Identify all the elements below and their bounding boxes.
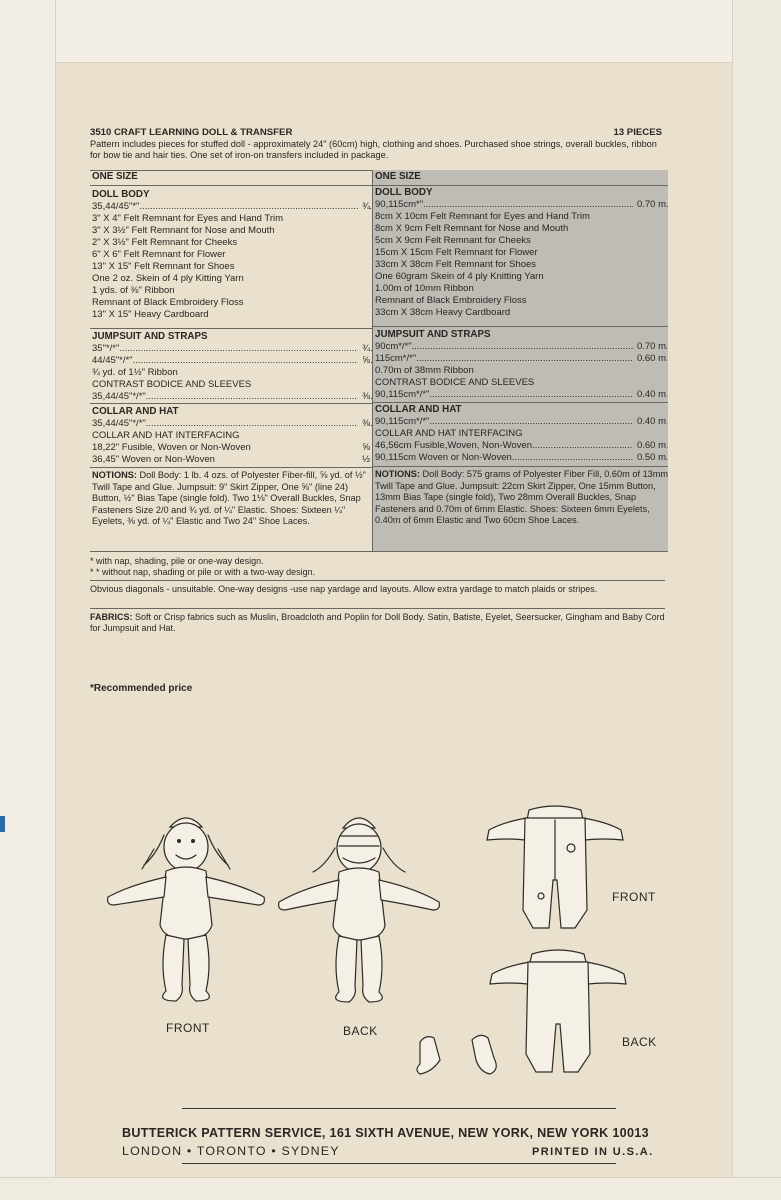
row-label: 1.00m of 10mm Ribbon — [375, 283, 474, 294]
row-label: 35,44/45"*" ..... — [90, 201, 372, 212]
row-amount: 0.40 m — [633, 389, 666, 401]
row-label: 3" X 4" Felt Remnant for Eyes and Hand Trim — [92, 213, 284, 224]
fabrics-label: FABRICS: — [90, 612, 133, 622]
doll-body-section — [373, 187, 668, 319]
table-rule — [90, 551, 668, 552]
yardage-row — [90, 367, 372, 379]
row-label: One 60gram Skein of 4 ply Knitting Yarn — [375, 271, 544, 282]
row-amount: ⅝ — [358, 442, 370, 454]
row-amount: 0.60 m — [633, 440, 666, 452]
metric-column — [373, 170, 668, 552]
table-rule — [373, 185, 668, 186]
envelope-bottom-flap — [0, 1177, 781, 1200]
yardage-row — [373, 452, 668, 464]
row-label: 33cm X 38cm Felt Remnant for Shoes — [375, 259, 537, 270]
fabrics-text: Soft or Crisp fabrics such as Muslin, Broadcloth and Poplin for Doll Body. Satin, Batiste, Eyelet, Seersucker, Gingham and Baby Cord for Jumpsuit and Hat. — [90, 612, 665, 633]
shoes-drawing — [410, 1030, 510, 1080]
row-label: 90,115cm*/*" ..... — [373, 389, 668, 400]
divider — [90, 580, 665, 581]
notions-imperial — [90, 470, 376, 528]
yardage-row — [90, 201, 372, 213]
table-rule — [90, 467, 372, 468]
doll-body-rows — [90, 201, 372, 321]
yardage-row — [373, 416, 668, 428]
yardage-row — [373, 295, 668, 307]
row-label: 1 yds. of ⅜" Ribbon — [92, 285, 175, 296]
pattern-title: 3510 CRAFT LEARNING DOLL & TRANSFER — [90, 127, 293, 138]
section-heading: JUMPSUIT AND STRAPS — [375, 329, 491, 340]
yardage-row — [373, 341, 668, 353]
row-label: 3" X 3½" Felt Remnant for Nose and Mouth — [92, 225, 275, 236]
jumpsuit-front-label: FRONT — [612, 890, 656, 904]
row-label: 35,44/45"*/*" ..... — [90, 418, 372, 429]
doll-back-label: BACK — [343, 1024, 378, 1038]
sub-heading: CONTRAST BODICE AND SLEEVES — [375, 377, 535, 388]
yardage-row — [90, 297, 372, 309]
yardage-row — [373, 223, 668, 235]
row-label: 8cm X 9cm Felt Remnant for Nose and Mouth — [375, 223, 569, 234]
row-label: 13" X 15" Felt Remnant for Shoes — [92, 261, 235, 272]
yardage-row — [90, 273, 372, 285]
jumpsuit-front-drawing — [483, 800, 625, 940]
divider — [90, 608, 665, 609]
yardage-row — [373, 389, 668, 401]
column-divider — [372, 170, 373, 552]
yardage-row — [90, 442, 372, 454]
sub-heading: CONTRAST BODICE AND SLEEVES — [92, 379, 252, 390]
no-nap-footnote: * * without nap, shading or pile or with a two-way design. — [90, 567, 316, 577]
publisher-address: BUTTERICK PATTERN SERVICE, 161 SIXTH AVENUE, NEW YORK, NEW YORK 10013 — [122, 1126, 649, 1140]
yardage-row — [90, 355, 372, 367]
section-heading: COLLAR AND HAT — [375, 404, 462, 415]
jumpsuit-section — [373, 329, 668, 401]
jumpsuit-back-label: BACK — [622, 1035, 657, 1049]
row-amount: ⅜ — [358, 418, 370, 430]
doll-body-rows — [373, 199, 668, 319]
doll-back-drawing — [275, 808, 445, 1018]
yardage-row — [90, 418, 372, 430]
yardage-row — [90, 454, 372, 466]
yardage-row — [90, 343, 372, 355]
yardage-row — [373, 259, 668, 271]
yardage-table — [90, 170, 668, 552]
row-label: 2" X 3½" Felt Remnant for Cheeks — [92, 237, 238, 248]
doll-body-section — [90, 189, 372, 321]
yardage-row — [373, 211, 668, 223]
collar-rows — [90, 418, 372, 430]
table-rule — [373, 402, 668, 403]
yardage-row — [90, 237, 372, 249]
doll-front-label: FRONT — [166, 1021, 210, 1035]
row-label: 90cm*/*" ..... — [373, 341, 668, 352]
envelope-left-flap — [0, 0, 56, 1200]
yardage-row — [373, 235, 668, 247]
yardage-row — [373, 199, 668, 211]
row-label: ¾ yd. of 1½" Ribbon — [92, 367, 178, 378]
size-heading: ONE SIZE — [92, 171, 138, 182]
row-label: 90,115cm*/*" ..... — [373, 416, 668, 427]
yardage-row — [373, 247, 668, 259]
printed-in: PRINTED IN U.S.A. — [532, 1146, 654, 1158]
section-heading: JUMPSUIT AND STRAPS — [92, 331, 208, 342]
notions-text: Doll Body: 575 grams of Polyester Fiber Fill, 0.60m of 13mm Twill Tape and Glue. Jumpsuit: 22cm Skirt Zipper, One 15mm Button, 13mm Bias Tape (single fold), Two 28mm Overall Buckles, Snap Fasteners and 0.70m of 6mm Elastic. Shoes: Sixteen 6mm Eyelets, 0.40m of 6mm Elastic and Two 60cm Shoe Laces. — [375, 469, 669, 526]
jumpsuit-rows — [373, 341, 668, 377]
row-amount: 0.70 m — [633, 199, 666, 211]
pattern-header — [90, 127, 662, 138]
table-rule — [90, 328, 372, 329]
row-amount: ¾ — [358, 201, 370, 213]
yardage-row — [90, 225, 372, 237]
notions-text: Doll Body: 1 lb. 4 ozs. of Polyester Fiber-fill, ⅝ yd. of ½" Twill Tape and Glue. Jumpsuit: 9" Skirt Zipper, One ⅝" (line 24) Button, ½" Bias Tape (single fold). Two 1⅛" Overall Buckles, Snap Fasteners Size 2/0 and ¾ yd. of ¼" Elastic. Shoes: Sixteen ¼" Eyelets, ⅜ yd. of ¼" Elastic and Two 24" Shoe Laces. — [92, 470, 366, 527]
imperial-column — [90, 170, 372, 552]
row-amount: ¾ — [358, 343, 370, 355]
row-amount: ⅝ — [358, 355, 370, 367]
envelope-right-flap — [732, 0, 781, 1200]
yardage-row — [373, 307, 668, 319]
yardage-row — [90, 391, 372, 403]
notions-label: NOTIONS: — [92, 470, 137, 480]
row-amount: 0.50 m — [633, 452, 666, 464]
row-label: 6" X 6" Felt Remnant for Flower — [92, 249, 226, 260]
row-amount: ⅜ — [358, 391, 370, 403]
interfacing-rows — [373, 440, 668, 464]
table-rule — [90, 403, 372, 404]
interfacing-rows — [90, 442, 372, 466]
notions-metric — [373, 469, 672, 527]
row-label: 13" X 15" Heavy Cardboard — [92, 309, 209, 320]
yardage-row — [90, 261, 372, 273]
row-label: Remnant of Black Embroidery Floss — [92, 297, 244, 308]
row-label: 35,44/45"*/*" ..... — [90, 391, 372, 402]
row-label: 46,56cm Fusible,Woven, Non-Woven ..... — [373, 440, 668, 451]
yardage-row — [373, 353, 668, 365]
yardage-row — [90, 249, 372, 261]
section-heading: DOLL BODY — [92, 189, 150, 200]
collar-rows — [373, 416, 668, 428]
table-rule — [373, 326, 668, 327]
doll-front-drawing — [100, 805, 270, 1020]
row-amount: ½ — [358, 454, 370, 466]
diagonals-note: Obvious diagonals - unsuitable. One-way designs -use nap yardage and layouts. Allow extra yardage to match plaids or stripes. — [90, 584, 598, 594]
row-label: 115cm*/*" ..... — [373, 353, 668, 364]
row-amount: 0.70 m — [633, 341, 666, 353]
footer-rule — [182, 1163, 616, 1164]
row-label: One 2 oz. Skein of 4 ply Kitting Yarn — [92, 273, 244, 284]
blue-edge-mark — [0, 816, 5, 832]
pattern-intro: Pattern includes pieces for stuffed doll - approximately 24" (60cm) high, clothing and shoes. Purchased shoe strings, overall buckles, ribbon for bow tie and hair ties. One set of iron-on transfers included in package. — [90, 139, 657, 160]
section-heading: DOLL BODY — [375, 187, 433, 198]
sub-heading: COLLAR AND HAT INTERFACING — [92, 430, 240, 441]
envelope-top-flap — [0, 0, 781, 63]
table-rule — [373, 466, 668, 467]
jumpsuit-section — [90, 331, 372, 403]
publisher-cities: LONDON • TORONTO • SYDNEY — [122, 1144, 340, 1158]
row-label: Remnant of Black Embroidery Floss — [375, 295, 527, 306]
contrast-rows — [373, 389, 668, 401]
row-label: 44/45"*/*" ..... — [90, 355, 372, 366]
yardage-row — [90, 213, 372, 225]
row-amount: 0.60 m — [633, 353, 666, 365]
row-label: 36,45" Woven or Non-Woven — [92, 454, 215, 465]
row-label: 5cm X 9cm Felt Remnant for Cheeks — [375, 235, 531, 246]
contrast-rows — [90, 391, 372, 403]
collar-section — [373, 404, 668, 464]
yardage-row — [373, 271, 668, 283]
jumpsuit-rows — [90, 343, 372, 379]
notions-label: NOTIONS: — [375, 469, 420, 479]
yardage-row — [373, 440, 668, 452]
row-label: 18,22" Fusible, Woven or Non-Woven — [92, 442, 251, 453]
pattern-pieces: 13 PIECES — [613, 127, 662, 138]
row-label: 33cm X 38cm Heavy Cardboard — [375, 307, 511, 318]
yardage-row — [373, 283, 668, 295]
collar-section — [90, 406, 372, 466]
fabrics-note — [90, 612, 665, 634]
row-amount: 0.40 m — [633, 416, 666, 428]
row-label: 90,115cm*" ..... — [373, 199, 668, 210]
yardage-row — [90, 285, 372, 297]
yardage-row — [373, 365, 668, 377]
sub-heading: COLLAR AND HAT INTERFACING — [375, 428, 523, 439]
table-rule — [90, 185, 372, 186]
row-label: 0.70m of 38mm Ribbon — [375, 365, 474, 376]
nap-footnote: * with nap, shading, pile or one-way design. — [90, 556, 264, 566]
row-label: 15cm X 15cm Felt Remnant for Flower — [375, 247, 538, 258]
recommended-price-note: *Recommended price — [90, 683, 193, 694]
yardage-row — [90, 309, 372, 321]
footer-rule — [182, 1108, 616, 1109]
section-heading: COLLAR AND HAT — [92, 406, 179, 417]
row-label: 35"*/*" ..... — [90, 343, 372, 354]
row-label: 90,115cm Woven or Non-Woven ..... — [373, 452, 668, 463]
row-label: 8cm X 10cm Felt Remnant for Eyes and Hand Trim — [375, 211, 590, 222]
size-heading: ONE SIZE — [375, 171, 421, 182]
